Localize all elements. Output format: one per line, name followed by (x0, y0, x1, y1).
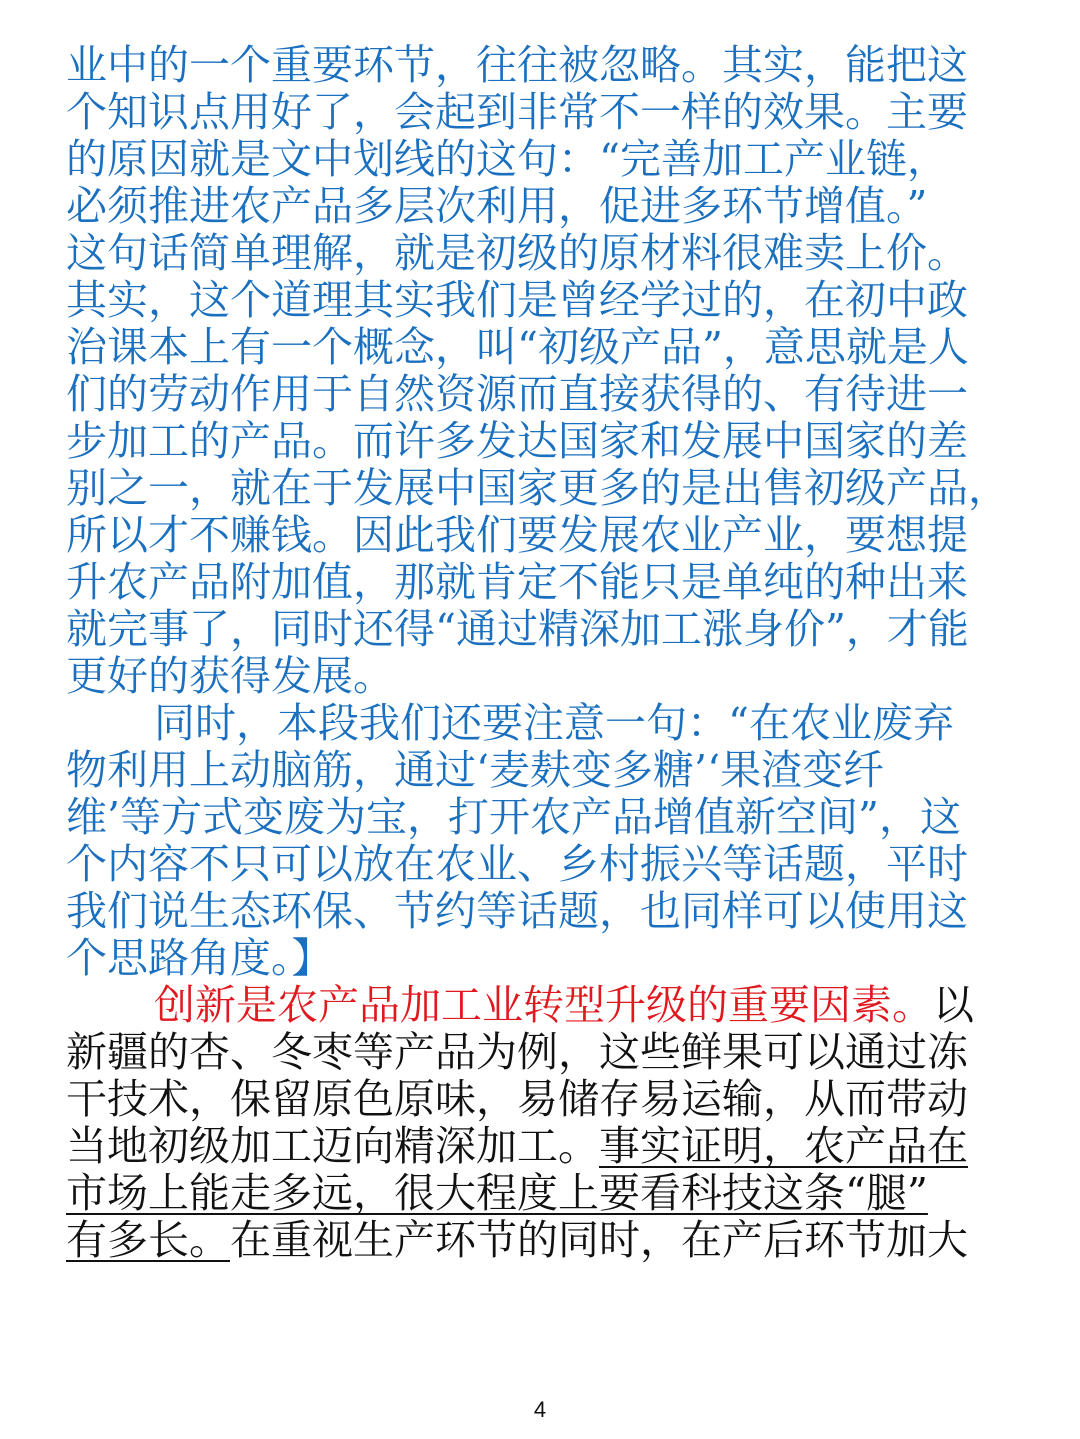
commentary-paragraph-2 (66, 700, 1016, 982)
text-line (66, 1217, 1016, 1264)
highlighted-sentence: 创新是农产品加工业转型升级的重要因素。 (154, 981, 933, 1029)
text-run: 当地初级加工迈向精深加工。 (66, 1122, 599, 1170)
text-line: 所以才不赚钱。因此我们要发展农业产业，要想提 (66, 511, 968, 559)
text-line: 治课本上有一个概念，叫“初级产品”，意思就是人 (66, 323, 969, 371)
text-line: 其实，这个道理其实我们是曾经学过的，在初中政 (66, 276, 968, 324)
text-line: 必须推进农产品多层次利用，促进多环节增值。” (66, 182, 928, 230)
commentary-paragraph-1 (66, 42, 1016, 700)
underlined-text: 有多长。 (66, 1216, 230, 1264)
underlined-text: 市场上能走多远，很大程度上要看科技这条“腿” (66, 1169, 928, 1217)
text-line (66, 1123, 1016, 1170)
text-line: 别之一，就在于发展中国家更多的是出售初级产品， (66, 464, 1009, 512)
text-line: 们的劳动作用于自然资源而直接获得的、有待进一 (66, 370, 968, 418)
text-line (66, 1170, 1016, 1217)
document-page (66, 42, 1016, 1264)
page-number: 4 (533, 1397, 547, 1422)
text-line: 物利用上动脑筋，通过‘麦麸变多糖’‘果渣变纤 (66, 746, 885, 794)
text-line: 个知识点用好了，会起到非常不一样的效果。主要 (66, 88, 968, 136)
text-line: 业中的一个重要环节，往往被忽略。其实，能把这 (66, 41, 968, 89)
text-line: 个思路角度。】 (66, 934, 333, 982)
text-line: 步加工的产品。而许多发达国家和发展中国家的差 (66, 417, 968, 465)
text-line (66, 982, 1016, 1029)
text-line: 个内容不只可以放在农业、乡村振兴等话题，平时 (66, 840, 968, 888)
text-line: 更好的获得发展。 (66, 652, 394, 700)
text-line: 就完事了，同时还得“通过精深加工涨身价”，才能 (66, 605, 969, 653)
body-paragraph (66, 982, 1016, 1264)
underlined-text: 事实证明，农产品在 (599, 1122, 968, 1170)
text-run: 以 (933, 981, 974, 1029)
text-line: 我们说生态环保、节约等话题，也同样可以使用这 (66, 887, 968, 935)
text-line: 维’等方式变废为宝，打开农产品增值新空间”，这 (66, 793, 961, 841)
text-line: 新疆的杏、冬枣等产品为例，这些鲜果可以通过冻 (66, 1028, 968, 1076)
text-line: 干技术，保留原色原味，易储存易运输，从而带动 (66, 1075, 968, 1123)
text-line: 的原因就是文中划线的这句：“完善加工产业链， (66, 135, 948, 183)
text-run: 在重视生产环节的同时，在产后环节加大 (230, 1216, 968, 1264)
text-line: 这句话简单理解，就是初级的原材料很难卖上价。 (66, 229, 968, 277)
text-line: 升农产品附加值，那就肯定不能只是单纯的种出来 (66, 558, 968, 606)
text-line: 同时，本段我们还要注意一句：“在农业废弃 (154, 699, 954, 747)
